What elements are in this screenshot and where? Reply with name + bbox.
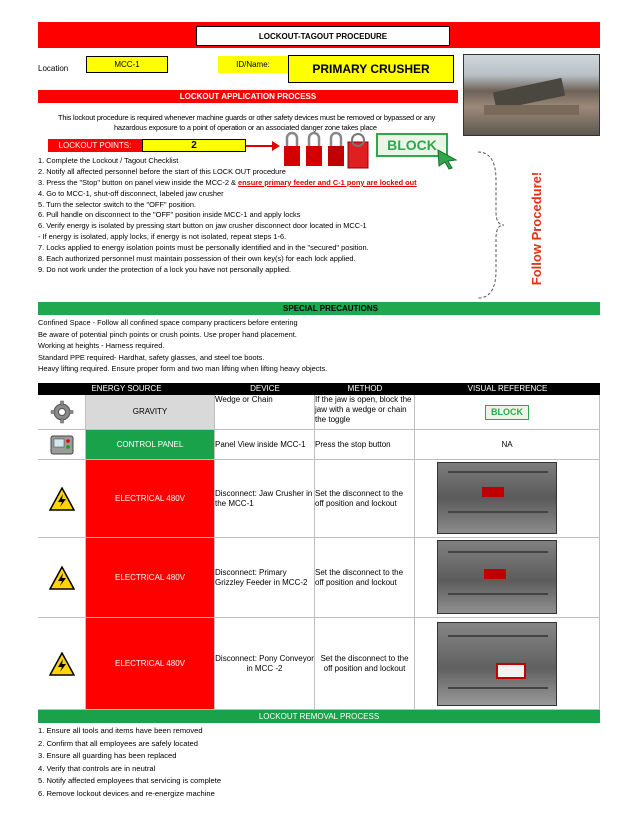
step-6: 6. Pull handle on disconnect to the "OFF" position inside MCC-1 and apply locks: [38, 210, 301, 220]
id-label-box: [218, 56, 288, 73]
removal-steps: [38, 725, 598, 800]
step-7: 7. Locks applied to energy isolation points must be personally identified and in the "secured" position.: [38, 243, 369, 253]
table-row-5-method: Set the disconnect to the off position and lockout: [315, 618, 415, 710]
precaution-5: Heavy lifting required. Ensure proper form and two man lifting when lifting heavy objects.: [38, 364, 328, 373]
id-label: ID/Name:: [236, 60, 270, 69]
block-sign-small: BLOCK: [485, 405, 529, 420]
table-header-device: DEVICE: [215, 383, 315, 395]
table-row-2-icon: [38, 430, 86, 460]
location-label: Location: [38, 64, 69, 73]
precaution-3: Working at heights - Harness required.: [38, 341, 165, 350]
table-row-4-visual: [415, 538, 600, 618]
arrow-icon: [246, 140, 280, 152]
lockout-points-value: 2: [191, 140, 197, 151]
block-sign-label: BLOCK: [387, 137, 437, 153]
table-row-4-method: Set the disconnect to the off position and lockout: [315, 538, 415, 618]
table-row-3-device: Disconnect: Jaw Crusher in the MCC-1: [215, 460, 315, 538]
precaution-1: Confined Space - Follow all confined space company practicers before entering: [38, 318, 298, 327]
removal-step-6: 6. Remove lockout devices and re-energize machine: [38, 788, 215, 798]
removal-step-3: 3. Ensure all guarding has been replaced: [38, 751, 177, 760]
table-row-2-source: CONTROL PANEL: [86, 430, 215, 460]
table-row-1-device: Wedge or Chain: [215, 395, 315, 430]
id-value: PRIMARY CRUSHER: [312, 62, 430, 76]
electrical-hazard-icon: [49, 566, 75, 590]
precautions-bar-label: SPECIAL PRECAUTIONS: [283, 304, 378, 313]
title-box: [196, 26, 450, 46]
table-header-visual: VISUAL REFERENCE: [415, 383, 600, 395]
step-2: 2. Notify all affected personnel before the start of this LOCK OUT procedure: [38, 166, 286, 176]
location-value: MCC-1: [114, 60, 140, 69]
step-6b: 6. Verify energy is isolated by pressing start button on jaw crusher disconnect door located in MCC-1: [38, 221, 367, 231]
lockout-points-box: [48, 139, 142, 152]
id-value-box: [288, 55, 454, 83]
table-row-3-source: ELECTRICAL 480V: [86, 460, 215, 538]
table-header-method: METHOD: [315, 383, 415, 395]
intro-line-1: This lockout procedure is required whenever machine guards or other safety devices must be removed or bypassed or any: [58, 113, 436, 122]
intro-line-2: hazardous exposure to a point of operation or an associated danger zone takes place: [114, 123, 377, 132]
table-row-2-visual: NA: [415, 430, 600, 460]
table-row-3-method: Set the disconnect to the off position and lockout: [315, 460, 415, 538]
table-row-1-icon: [38, 395, 86, 430]
removal-bar: [38, 710, 600, 723]
table-row-4-device: Disconnect: Primary Grizzley Feeder in MCC-2: [215, 538, 315, 618]
precaution-2: Be aware of potential pinch points or crush points. Use proper hand placement.: [38, 329, 297, 339]
crusher-photo: [463, 54, 600, 136]
table-row-2-device: Panel View inside MCC-1: [215, 430, 315, 460]
removal-step-4: 4. Verify that controls are in neutral: [38, 763, 156, 773]
table-row-5-visual: [415, 618, 600, 710]
step-3-text: 3. Press the "Stop" button on panel view inside the MCC-2 &: [38, 177, 236, 187]
table-row-5-icon: [38, 618, 86, 710]
lockout-points-label: LOCKOUT POINTS:: [58, 141, 132, 150]
table-row-1-method: If the jaw is open, block the jaw with a wedge or chain the toggle: [315, 395, 415, 430]
follow-procedure-label: Follow Procedure!: [529, 171, 545, 285]
gear-icon: [50, 400, 74, 424]
application-bar: [38, 90, 458, 103]
disconnect-photo-2: [437, 540, 557, 614]
disconnect-photo-1: [437, 462, 557, 534]
step-5: 5. Turn the selector switch to the "OFF" position.: [38, 199, 197, 209]
table-row-2-method: Press the stop button: [315, 430, 415, 460]
table-row-3-icon: [38, 460, 86, 538]
page-title: LOCKOUT-TAGOUT PROCEDURE: [258, 31, 388, 41]
electrical-hazard-icon: [49, 487, 75, 511]
removal-step-2: 2. Confirm that all employees are safely located: [38, 738, 198, 748]
application-bar-label: LOCKOUT APPLICATION PROCESS: [179, 92, 317, 101]
table-row-1-visual: [415, 395, 600, 430]
lockout-points-value-box: [142, 139, 246, 152]
table-row-5-source: ELECTRICAL 480V: [86, 618, 215, 710]
control-panel-icon: [50, 435, 74, 455]
step-1: 1. Complete the Lockout / Tagout Checklist: [38, 156, 179, 165]
table-row-1-source: GRAVITY: [86, 395, 215, 430]
step-3-emphasis: ensure primary feeder and C-1 pony are locked out: [237, 177, 417, 187]
application-steps: [38, 155, 468, 275]
step-8: 8. Each authorized personnel must maintain possession of their own key(s) for each lock applied.: [38, 254, 356, 264]
location-value-box: [86, 56, 168, 73]
precaution-4: Standard PPE required- Hardhat, safety glasses, and steel toe boots.: [38, 352, 265, 362]
step-3: [38, 177, 468, 188]
step-9: 9. Do not work under the protection of a lock you have not personally applied.: [38, 264, 292, 274]
brace-icon: [476, 150, 506, 300]
table-row-3-visual: [415, 460, 600, 538]
removal-bar-label: LOCKOUT REMOVAL PROCESS: [258, 712, 380, 721]
table-row-4-source: ELECTRICAL 480V: [86, 538, 215, 618]
removal-step-5: 5. Notify affected employees that servicing is complete: [38, 776, 222, 785]
step-6c: - If energy is isolated, apply locks, if energy is not isolated, repeat steps 1-6.: [38, 232, 287, 242]
electrical-hazard-icon: [49, 652, 75, 676]
step-4: 4. Go to MCC-1, shut-off disconnect, labeled jaw crusher: [38, 188, 224, 198]
table-header-source: ENERGY SOURCE: [38, 383, 215, 395]
precautions-bar: [38, 302, 600, 315]
removal-step-1: 1. Ensure all tools and items have been removed: [38, 726, 203, 735]
table-row-5-device: Disconnect: Pony Conveyor in MCC -2: [215, 618, 315, 710]
table-row-4-icon: [38, 538, 86, 618]
disconnect-photo-3: [437, 622, 557, 706]
precautions-list: [38, 317, 598, 375]
